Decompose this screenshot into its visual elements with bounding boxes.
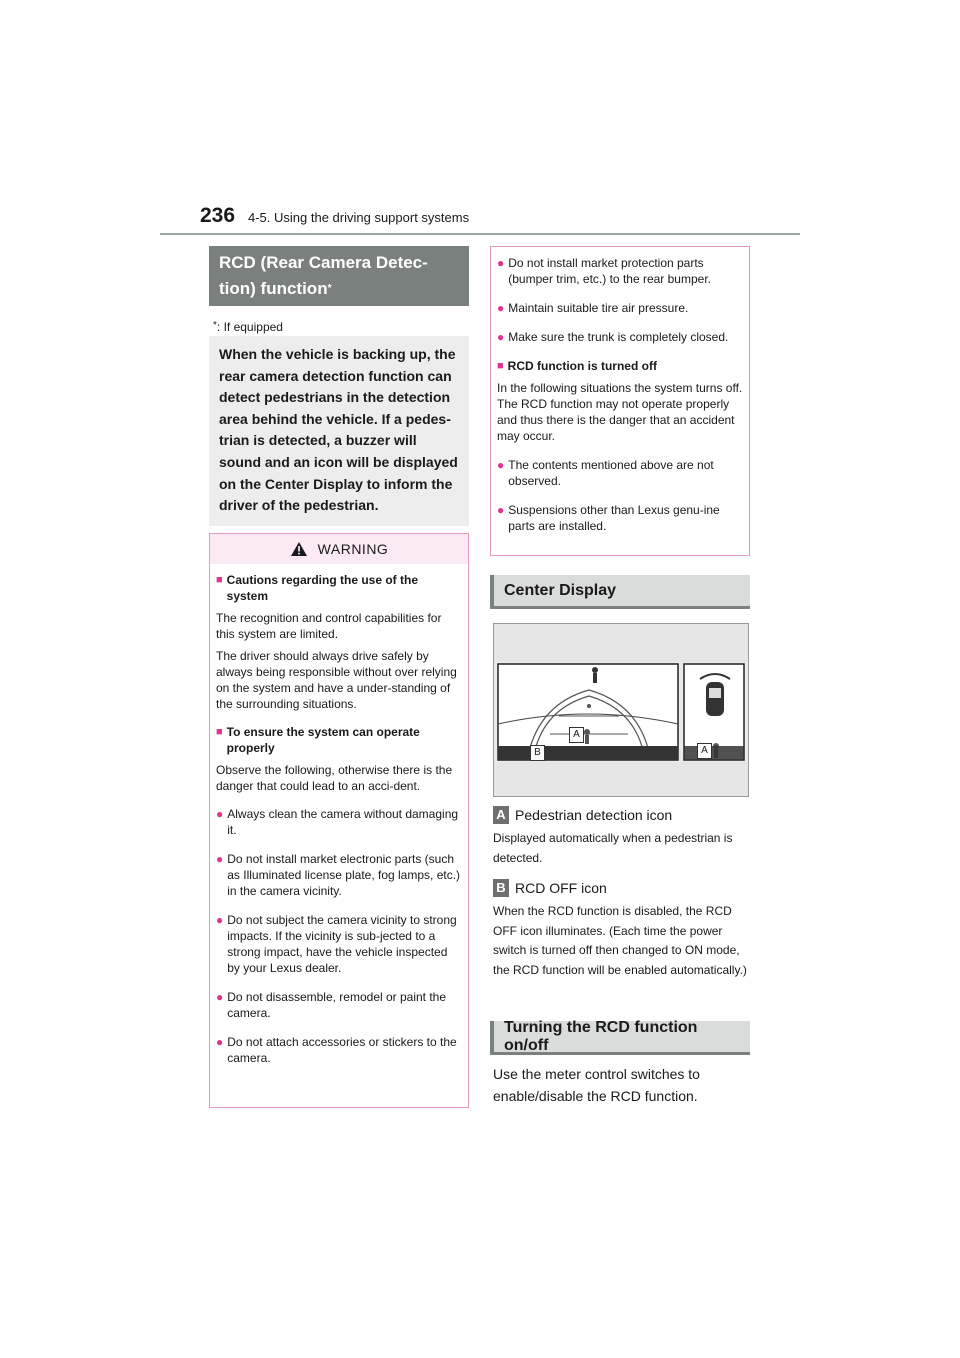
warning-bullet: ● Maintain suitable tire air pressure. (497, 301, 689, 315)
warning-continued-box (490, 246, 750, 556)
turning-heading: Turning the RCD function on/off (490, 1021, 750, 1055)
square-bullet-icon: ■ (216, 574, 223, 586)
legend-item-b (493, 879, 753, 980)
warning-header (210, 534, 468, 564)
round-bullet-icon: ● (216, 852, 224, 866)
rcd-heading-line2: tion) function (219, 279, 328, 298)
round-bullet-icon: ● (216, 913, 224, 927)
legend-b-marker: B (493, 879, 509, 897)
section-title: 4-5. Using the driving support systems (248, 210, 470, 225)
diagram-label-a: A (569, 727, 584, 743)
round-bullet-icon: ● (497, 256, 505, 270)
round-bullet-icon: ● (497, 458, 505, 472)
legend-a-title: Pedestrian detection icon (515, 807, 673, 823)
square-bullet-icon: ■ (216, 726, 223, 738)
round-bullet-icon: ● (497, 330, 505, 344)
warning-paragraph: The driver should always drive safely by always being responsible without over relying on the system and have a under-standing of the surrounding situations. (216, 649, 457, 711)
page-number: 236 (200, 204, 236, 227)
warning-triangle-icon (290, 541, 308, 557)
round-bullet-icon: ● (497, 503, 505, 517)
warning-box (209, 533, 469, 1108)
warning-bullet: ● Do not attach accessories or stickers to the camera. (216, 1035, 457, 1065)
warning-bullet: ● Do not disassemble, remodel or paint the camera. (216, 990, 447, 1020)
diagram-label-a-side: A (697, 743, 712, 759)
warning-bullet: ● Always clean the camera without damaging it. (216, 807, 459, 837)
rcd-heading-star: * (327, 283, 332, 294)
rcd-off-paragraph: In the following situations the system turns off. The RCD function may not operate properly and thus there is the danger that an accident may occur. (497, 381, 743, 443)
warning-paragraph: The recognition and control capabilities for this system are limited. (216, 611, 442, 641)
round-bullet-icon: ● (497, 301, 505, 315)
warning-bullet: ● The contents mentioned above are not observed. (497, 458, 714, 488)
warning-section-1-title: ■ Cautions regarding the use of the system (216, 573, 419, 603)
legend-b-description: When the RCD function is disabled, the RCD OFF icon illuminates. (Each time the power switch is turned off then changed to ON mode, the RCD function will be enabled automatically.) (493, 904, 747, 977)
footnote-mark: * (213, 320, 217, 331)
legend-item-a (493, 806, 753, 868)
legend-a-description: Displayed automatically when a pedestrian is detected. (493, 831, 733, 865)
warning-bullet: ● Suspensions other than Lexus genu-ine parts are installed. (497, 503, 720, 533)
warning-paragraph: Observe the following, otherwise there is the danger that could lead to an acci-dent. (216, 763, 453, 793)
diagram-label-b: B (530, 745, 545, 761)
round-bullet-icon: ● (216, 990, 224, 1004)
turning-paragraph: Use the meter control switches to enable/disable the RCD function. (493, 1066, 700, 1104)
warning-title: WARNING (317, 541, 389, 557)
rear-camera-screen-illustration (494, 624, 748, 796)
footnote-text: : If equipped (216, 320, 283, 334)
center-display-diagram (493, 623, 749, 797)
legend-b-title: RCD OFF icon (515, 880, 607, 896)
warning-section-2-title: ■ To ensure the system can operate properly (216, 725, 420, 755)
intro-box: When the vehicle is backing up, the rear camera detection function can detect pedestrians in the detection area behind the vehicle. If a pedes-trian is detected, a buzzer will sound and an icon will be displayed on the Center Display to inform the driver of the pedestrian. (209, 336, 469, 526)
warning-bullet: ● Make sure the trunk is completely closed. (497, 330, 729, 344)
center-display-heading: Center Display (490, 575, 750, 609)
legend-a-marker: A (493, 806, 509, 824)
header-rule (160, 233, 800, 235)
footnote (213, 320, 283, 334)
warning-bullet: ● Do not subject the camera vicinity to strong impacts. If the vicinity is sub-jected to a strong impact, have the vehicle inspected by your Lexus dealer. (216, 913, 457, 975)
rcd-heading (209, 246, 469, 306)
round-bullet-icon: ● (216, 807, 224, 821)
square-bullet-icon: ■ (497, 360, 504, 372)
warning-bullet: ● Do not install market protection parts (bumper trim, etc.) to the rear bumper. (497, 256, 711, 286)
warning-bullet: ● Do not install market electronic parts (such as Illuminated license plate, fog lamps, etc.) in the camera vicinity. (216, 852, 461, 898)
round-bullet-icon: ● (216, 1035, 224, 1049)
rcd-off-title: ■ RCD function is turned off (497, 359, 657, 373)
rcd-heading-line1: RCD (Rear Camera Detec- (219, 253, 428, 272)
